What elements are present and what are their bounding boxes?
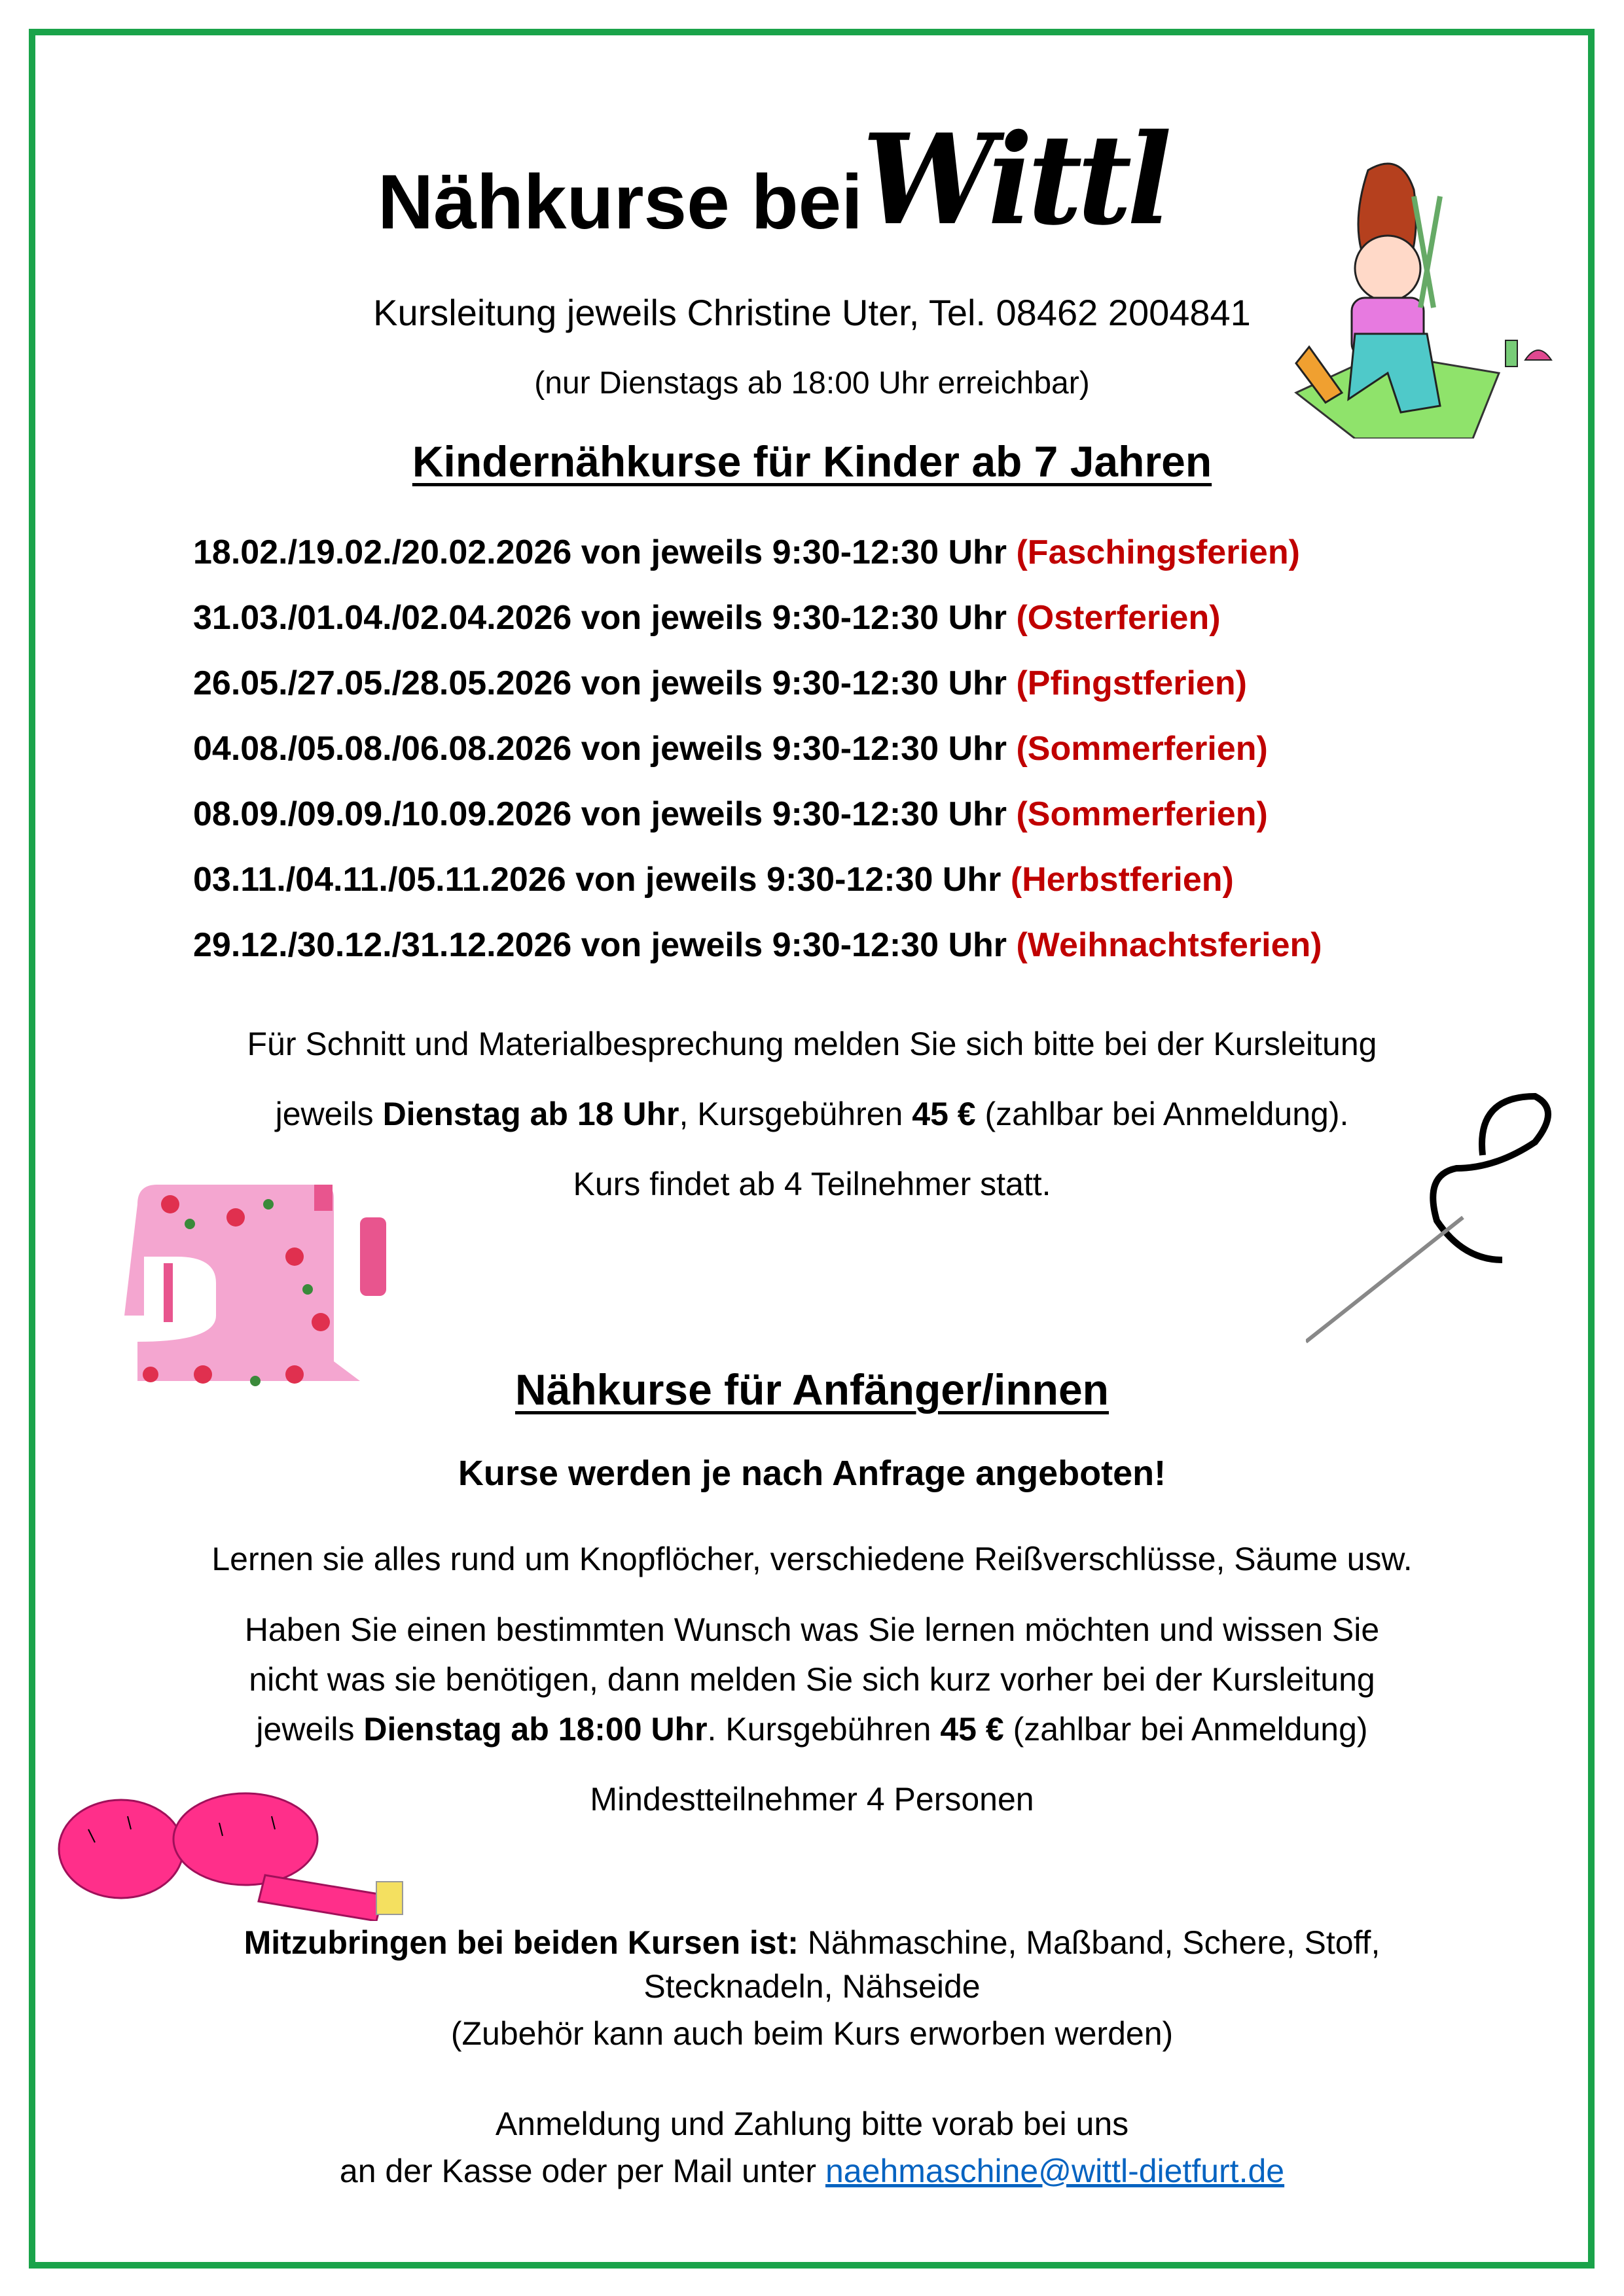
course-date-row: 18.02./19.02./20.02.2026 von jeweils 9:30-12:30 Uhr (Faschingsferien) [193, 533, 1300, 571]
bring-line-3: (Zubehör kann auch beim Kurs erworben werden) [450, 2015, 1174, 2052]
adults-wish-3: jeweils Dienstag ab 18:00 Uhr. Kursgebühren 45 € (zahlbar bei Anmeldung) [256, 1711, 1368, 1748]
adults-wish-2: nicht was sie benötigen, dann melden Sie sich kurz vorher bei der Kursleitung [249, 1661, 1375, 1698]
adults-learn: Lernen sie alles rund um Knopflöcher, verschiedene Reißverschlüsse, Säume usw. [211, 1541, 1413, 1577]
kids-info-1: Für Schnitt und Materialbesprechung melden Sie sich bitte bei der Kursleitung [247, 1026, 1377, 1062]
course-date-row: 08.09./09.09./10.09.2026 von jeweils 9:30-12:30 Uhr (Sommerferien) [193, 795, 1268, 833]
kids-info-3: Kurs findet ab 4 Teilnehmer statt. [573, 1166, 1051, 1202]
course-date-row: 31.03./01.04./02.04.2026 von jeweils 9:30-12:30 Uhr (Osterferien) [193, 599, 1221, 637]
registration-line-2: an der Kasse oder per Mail unter naehmaschine@wittl-dietfurt.de [339, 2153, 1285, 2189]
registration-line-1: Anmeldung und Zahlung bitte vorab bei uns [495, 2106, 1129, 2142]
needle-thread-illustration [1306, 1090, 1561, 1348]
kids-info-2: jeweils Dienstag ab 18 Uhr, Kursgebühren 45 € (zahlbar bei Anmeldung). [275, 1096, 1349, 1132]
kids-heading: Kindernähkurse für Kinder ab 7 Jahren [412, 437, 1212, 486]
course-date-row: 26.05./27.05./28.05.2026 von jeweils 9:30-12:30 Uhr (Pfingstferien) [193, 664, 1247, 702]
contact-line: Kursleitung jeweils Christine Uter, Tel. 08462 2004841 [373, 292, 1251, 333]
bring-line-2: Stecknadeln, Nähseide [643, 1968, 981, 2005]
adults-subheading: Kurse werden je nach Anfrage angeboten! [458, 1454, 1166, 1493]
bring-line-1: Mitzubringen bei beiden Kursen ist: Nähmaschine, Maßband, Schere, Stoff, [244, 1924, 1380, 1961]
wittl-logo: Wittl [862, 107, 1167, 253]
adults-heading: Nähkurse für Anfänger/innen [514, 1365, 1110, 1414]
course-date-row: 03.11./04.11./05.11.2026 von jeweils 9:30-12:30 Uhr (Herbstferien) [193, 861, 1234, 899]
sewing-machine-illustration [124, 1178, 432, 1401]
adults-min-participants: Mindestteilnehmer 4 Personen [590, 1781, 1034, 1818]
course-date-row: 29.12./30.12./31.12.2026 von jeweils 9:30-12:30 Uhr (Weihnachtsferien) [193, 926, 1322, 964]
adults-wish-1: Haben Sie einen bestimmten Wunsch was Sie lernen möchten und wissen Sie [244, 1611, 1380, 1648]
email-link[interactable]: naehmaschine@wittl-dietfurt.de [825, 2153, 1285, 2189]
page-title: Nähkurse bei [378, 159, 863, 245]
reachable-hours: (nur Dienstags ab 18:00 Uhr erreichbar) [534, 366, 1090, 401]
measuring-tape-illustration [49, 1777, 409, 1921]
course-date-row: 04.08./05.08./06.08.2026 von jeweils 9:30-12:30 Uhr (Sommerferien) [193, 730, 1268, 768]
